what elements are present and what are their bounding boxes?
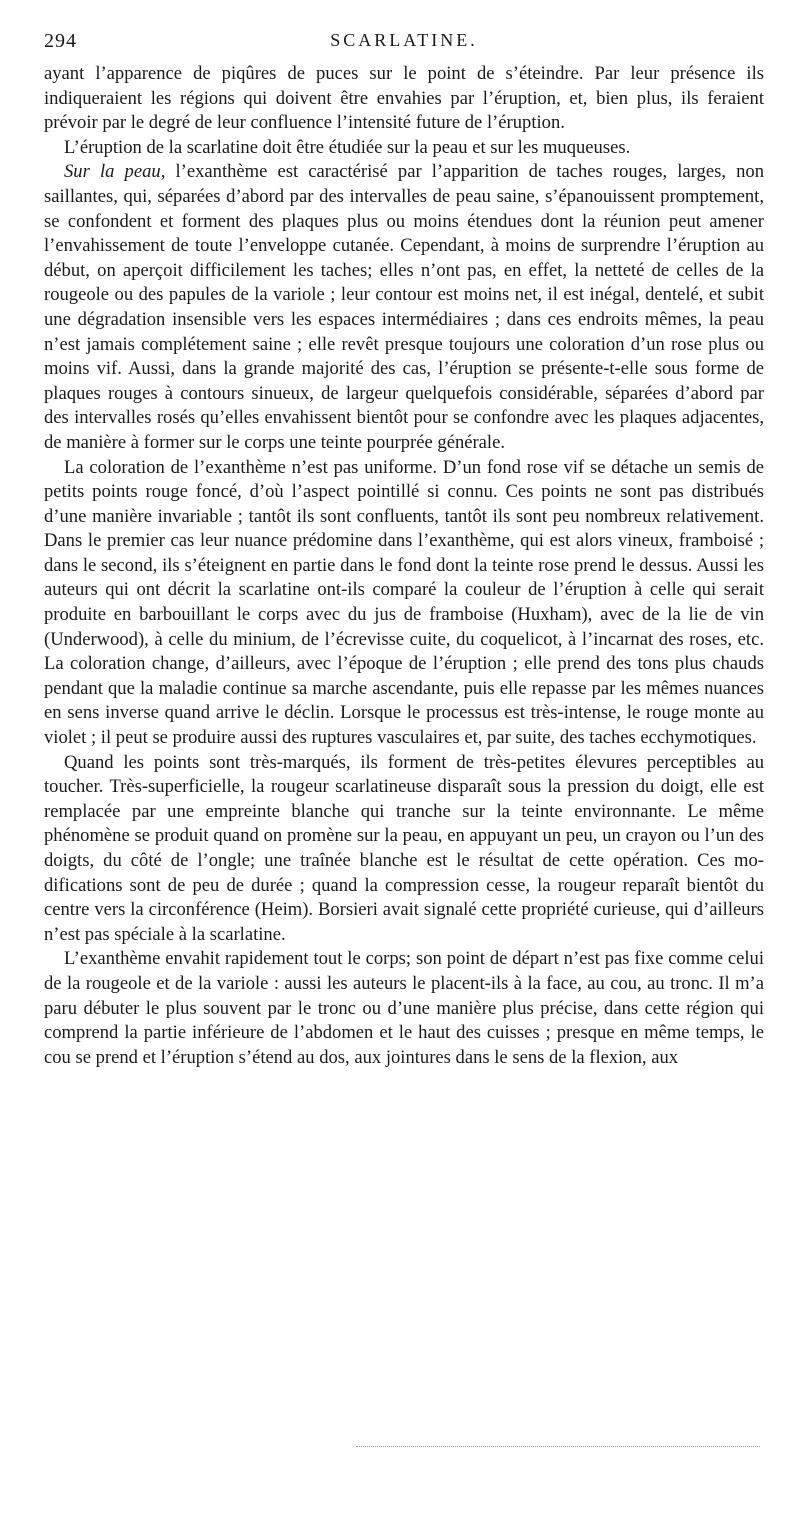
page-header: [44, 30, 764, 56]
running-head: SCARLATINE.: [330, 30, 478, 50]
paragraph-text: ayant l’apparence de piqûres de puces sur le point de s’éteindre. Par leur présence ils indiqueraient les régions qui doivent être envahies par l’éruption, et, bien plus, ils feraient prévoir par le degré de leur confluence l’intensité future de l’éruption.: [44, 63, 764, 134]
paragraph: [44, 62, 764, 136]
paragraph: [44, 947, 764, 1070]
paragraph: [44, 456, 764, 751]
footer-dotted-rule: [356, 1446, 760, 1447]
paragraph-lead-italic: Sur la peau,: [64, 161, 166, 183]
paragraph-text: l’exanthème est caractérisé par l’apparition de taches rouges, larges, non saillantes, qui, séparées d’abord par des intervalles de peau saine, s’épanouissent promptement, se confondent et forment des plaques plus ou moins étendues dont la réunion peut amener l’envahissement de toute l’enveloppe cutanée. Cependant, à moins de surprendre l’éruption au début, on aperçoit difficilement les taches; elles n’ont pas, en effet, la netteté de celles de la rougeole ou des papules de la variole ; leur contour est moins net, il est inégal, dentelé, et subit une dégradation insensible vers les espaces intermédiaires ; dans ces endroits mêmes, la peau n’est jamais complétement saine ; elle revêt presque toujours une coloration d’un rose plus ou moins vif. Aussi, dans la grande majorité des cas, l’éruption se présente-t-elle sous forme de plaques rouges à contours sinueux, de largeur quelquefois considérable, séparées d’abord par des intervalles rosés qu’elles envahissent bientôt pour se confondre avec les plaques adjacentes, de manière à former sur le corps une teinte pourprée générale.: [44, 161, 764, 453]
paragraph-text: Quand les points sont très-marqués, ils forment de très-petites élevures perceptibles au toucher. Très-superficielle, la rougeur scarlatineuse disparaît sous la pression du doigt, elle est remplacée par une empreinte blanche qui tranche sur la teinte environnante. Le même phénomène se produit quand on promène sur la peau, en appuyant un peu, un crayon ou l’un des doigts, du côté de l’ongle; une traînée blanche est le résultat de cette opération. Ces modifications sont de peu de durée ; quand la compression cesse, la rougeur reparaît bientôt du centre vers la circonférence (Heim). Borsieri avait signalé cette propriété curieuse, qui d’ailleurs n’est pas spéciale à la scarlatine.: [44, 751, 764, 945]
paragraph-text: L’exanthème envahit rapidement tout le corps; son point de départ n’est pas fixe comme celui de la rougeole et de la variole : aussi les auteurs le placent-ils à la face, au cou, au tronc. Il m’a paru débuter le plus souvent par le tronc ou d’une manière plus précise, dans cette région qui comprend la partie inférieure de l’abdomen et le haut des cuisses ; presque en même temps, le cou se prend et l’éruption s’étend au dos, aux jointures dans le sens de la flexion, aux: [44, 948, 764, 1068]
body-text: [44, 62, 764, 1070]
paragraph-text: L’éruption de la scarlatine doit être étudiée sur la peau et sur les muqueuses.: [64, 136, 631, 158]
paragraph: [44, 751, 764, 948]
paragraph: [44, 136, 764, 161]
paragraph: [44, 160, 764, 455]
page-number: 294: [44, 30, 77, 52]
paragraph-text: La coloration de l’exanthème n’est pas uniforme. D’un fond rose vif se détache un semis de petits points rouge foncé, d’où l’aspect pointillé si connu. Ces points ne sont pas distribués d’une manière invariable ; tantôt ils sont confluents, tantôt ils sont peu nombreux relativement. Dans le premier cas leur nuance prédomine dans l’exanthème, qui est alors vineux, framboisé ; dans le second, ils s’éteignent en partie dans le fond dont la teinte rose prend le dessus. Aussi les auteurs qui ont décrit la scarlatine ont-ils comparé la couleur de l’éruption à celle qui serait produite en barbouillant le corps avec du jus de framboise (Huxham), avec de la lie de vin (Underwood), à celle du minium, de l’écrevisse cuite, du coquelicot, à l’incarnat des roses, etc. La coloration change, d’ailleurs, avec l’époque de l’éruption ; elle prend des tons plus chauds pendant que la maladie continue sa marche ascendante, puis elle repasse par les mêmes nuances en sens inverse quand arrive le déclin. Lorsque le processus est très-intense, le rouge monte au violet ; il peut se produire aussi des ruptures vasculaires et, par suite, des taches ecchymotiques.: [44, 456, 764, 749]
